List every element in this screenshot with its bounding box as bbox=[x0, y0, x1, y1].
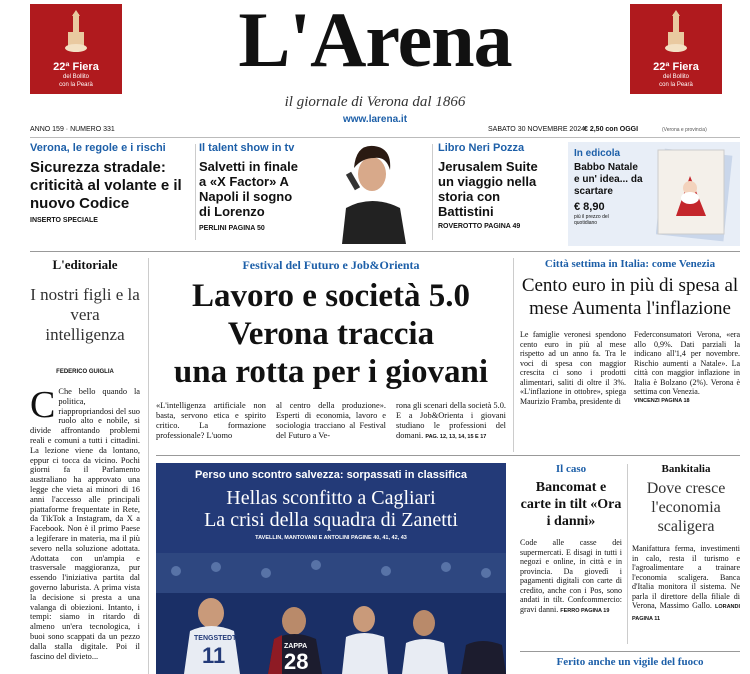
section-rule bbox=[156, 455, 740, 456]
lead-ref: PAG. 12, 13, 14, 15 E 17 bbox=[425, 434, 487, 440]
bancomat-kicker: Il caso bbox=[555, 463, 587, 475]
editorial[interactable] bbox=[30, 257, 140, 674]
inflation-body-col2: Federconsumatori Verona, «era allo 0,9%. Dati parziali la indicano all'1,4 per novembre. Rischio aumenti a Natale». La città con maggior inflazione in Italia è Bolzano (2%). Verona è settima con Venezia. bbox=[634, 330, 740, 396]
teaser-headline: Jerusalem Suite un viaggio nella storia con Battistini bbox=[438, 159, 538, 219]
inflation-story[interactable] bbox=[520, 258, 740, 446]
jersey-number: 11 bbox=[202, 643, 226, 668]
ad-line1: del Bollito bbox=[62, 74, 89, 80]
divider bbox=[432, 144, 433, 240]
bankitalia-text: Manifattura ferma, investimenti in calo, resta il turismo e l'agroalimentare a trainare l'economia scaligera. Banca d'Italia monitora il sistema. Ne parla il direttore della filiale di Verona, Massimo Gallo. bbox=[632, 544, 740, 610]
teaser-book[interactable] bbox=[438, 142, 556, 242]
divider bbox=[513, 258, 514, 452]
lead-body-col1: «L'intelligenza artificiale non basta, servono etica e spirito critico. La formazione professionale? L'uomo bbox=[156, 401, 266, 440]
drop-cap: C bbox=[30, 384, 56, 426]
masthead-url[interactable]: www.larena.it bbox=[342, 114, 408, 125]
inflation-kicker: Città settima in Italia: come Venezia bbox=[544, 258, 716, 270]
teaser-headline: Sicurezza stradale: criticità al volante e il nuovo Codice bbox=[30, 159, 182, 212]
inflation-ref: VINCENZI PAGINA 18 bbox=[634, 397, 690, 404]
teaser-ref: INSERTO SPECIALE bbox=[30, 217, 98, 224]
lead-body-text: rona gli scenari della società 5.0. E a Job&Orienta i giovani studiano le professioni del domani. bbox=[396, 401, 506, 440]
teaser-xfactor[interactable] bbox=[199, 142, 329, 242]
fiera-ad-left[interactable] bbox=[30, 4, 122, 121]
fiera-ad-right[interactable] bbox=[630, 4, 722, 121]
teaser-price: € 8,90 bbox=[574, 201, 605, 213]
lead-kicker: Festival del Futuro e Job&Orienta bbox=[242, 258, 420, 272]
lead-story[interactable] bbox=[156, 258, 506, 446]
issue-date: SABATO 30 NOVEMBRE 2024 bbox=[488, 126, 586, 133]
sport-headline-2: La crisi della squadra di Zanetti bbox=[204, 509, 458, 531]
masthead-title: L'Arena bbox=[238, 0, 512, 83]
issue-number: ANNO 159 · NUMERO 331 bbox=[30, 126, 115, 133]
editorial-text: Che bello quando la politica, riappropriandosi del suo ruolo alto e nobile, si divide affrontando problemi reali e comuni a tutti i cittadini. La lezione viene da lontano, eppur ci tocca da vicino. Pochi giorni fa il Parlamento australiano ha approvato una legge che vieta ai minori di 16 anni l'accesso alle principali piattaforme frequentate in Rete, da TikTok a Instagram, da X a Facebook. Non è il primo Paese a legiferare in materia, ma il più severo nella soluzione adottata. Adottata con un'ampia e trasversale maggioranza, pur essendo l'iniziativa partita dal governo laburista. A prima vista la decisione si presta a una valanga di obiezioni. Intanto, i tempi: siamo in ritardo di almeno un'era tecnologica, i buoi sono scappati da un pezzo dalla stalla digitale. Poi il fascino del divieto... bbox=[30, 387, 140, 661]
teaser-price-note: più il prezzo del quotidiano bbox=[574, 214, 609, 226]
singer-photo[interactable] bbox=[322, 138, 422, 244]
sport-story[interactable] bbox=[156, 463, 506, 674]
teaser-kicker: Il talent show in tv bbox=[199, 142, 295, 154]
jersey-name: TENGSTEDT bbox=[194, 635, 237, 642]
bancomat-ref: FERRO PAGINA 19 bbox=[560, 607, 610, 614]
teaser-kicker: Libro Neri Pozza bbox=[438, 142, 525, 154]
section-rule bbox=[520, 651, 740, 652]
lead-headline-3: una rotta per i giovani bbox=[173, 354, 489, 390]
book-cover-image bbox=[656, 146, 736, 242]
bancomat-story[interactable] bbox=[520, 463, 622, 649]
sport-headline-1: Hellas sconfitto a Cagliari bbox=[226, 487, 436, 509]
ad-line1: del Bollito bbox=[662, 74, 689, 80]
price: € 2,50 con OGGI bbox=[584, 126, 639, 133]
teaser-ref: ROVEROTTO PAGINA 49 bbox=[438, 223, 521, 230]
ad-line2: con la Pearà bbox=[659, 82, 693, 88]
inflation-headline: Cento euro in più di spesa al mese Aumenta l'inflazione bbox=[521, 275, 739, 319]
tower-icon bbox=[664, 10, 688, 54]
lead-headline-2: Verona traccia bbox=[227, 316, 435, 352]
lead-headline-1: Lavoro e società 5.0 bbox=[191, 278, 470, 314]
teaser-ref: PERLINI PAGINA 50 bbox=[199, 225, 265, 232]
tower-icon bbox=[64, 10, 88, 54]
editorial-body bbox=[30, 384, 140, 661]
masthead-subtitle: il giornale di Verona dal 1866 bbox=[284, 94, 466, 110]
lead-body-col2: al centro della produzione». Esperti di economia, lavoro e sociologia tracciano al Festival del Futuro a Ve- bbox=[276, 401, 386, 440]
teaser-kicker: Verona, le regole e i rischi bbox=[30, 142, 166, 154]
bankitalia-body bbox=[632, 544, 740, 624]
sport-ref: TAVELLIN, MANTOVANI E ANTOLINI PAGINE 40, 41, 42, 43 bbox=[255, 535, 407, 541]
jersey-number: 28 bbox=[284, 649, 309, 674]
section-rule bbox=[30, 251, 740, 252]
inflation-body-col1: Le famiglie veronesi spendono cento euro in più al mese rispetto ad un anno fa. Tra le voci di spesa con maggior crescita ci sono i prodotti alimentari, saliti di oltre il 3%. «L'inflazione in ottobre», spiega Maurizio Framba, presidente di bbox=[520, 330, 626, 406]
price-note: (Verona e provincia) bbox=[662, 127, 707, 133]
divider bbox=[195, 144, 196, 240]
bancomat-body bbox=[520, 538, 622, 616]
bankitalia-headline: Dove cresce l'economia scaligera bbox=[646, 480, 726, 535]
bancomat-headline: Bancomat e carte in tilt «Ora i danni» bbox=[520, 480, 622, 529]
inflation-body-col2-wrap bbox=[634, 330, 740, 406]
divider bbox=[627, 464, 628, 644]
divider bbox=[148, 258, 149, 674]
ad-place: ISOLA DELLA SCALA · VERONA bbox=[38, 115, 114, 121]
bancomat-text: Code alle casse dei supermercati. E disagi in tutti i negozi e online, in città e in provincia. Da giovedì i pagamenti digitali con carte di credito, anche con i Pos, sono andati in tilt. Confcommercio: gravi danni. bbox=[520, 538, 622, 614]
bottom-kicker[interactable]: Ferito anche un vigile del fuoco bbox=[556, 656, 704, 668]
bankitalia-kicker: Bankitalia bbox=[661, 463, 711, 475]
teaser-kicker: In edicola bbox=[574, 148, 621, 159]
teaser-headline: Salvetti in finale a «X Factor» A Napoli il sogno di Lorenzo bbox=[199, 159, 298, 219]
ad-edition: 22ª Fiera bbox=[653, 61, 699, 73]
jersey-name: ZAPPA bbox=[284, 643, 308, 650]
bankitalia-ref: LORANDI PAGINA 11 bbox=[632, 604, 741, 622]
ad-dates: 14 NOVEMBRE 1 DICEMBRE bbox=[47, 95, 105, 114]
lead-body-col3 bbox=[396, 401, 506, 442]
ad-dates: 14 NOVEMBRE 1 DICEMBRE bbox=[647, 95, 705, 114]
teaser-edicola[interactable] bbox=[568, 142, 740, 246]
ad-place: ISOLA DELLA SCALA · VERONA bbox=[638, 115, 714, 121]
editorial-label: L'editoriale bbox=[52, 257, 118, 272]
editorial-title: I nostri figli e la vera intelligenza bbox=[30, 285, 140, 344]
editorial-author: FEDERICO GUIGLIA bbox=[56, 369, 114, 375]
bankitalia-story[interactable] bbox=[632, 463, 740, 649]
ad-line2: con la Pearà bbox=[59, 82, 93, 88]
ad-edition: 22ª Fiera bbox=[53, 61, 99, 73]
sport-kicker: Perso uno scontro salvezza: sorpassati in classifica bbox=[194, 469, 468, 481]
teaser-headline: Babbo Natale e un' idea... da scartare bbox=[574, 162, 643, 197]
teaser-road-safety[interactable] bbox=[30, 142, 192, 242]
